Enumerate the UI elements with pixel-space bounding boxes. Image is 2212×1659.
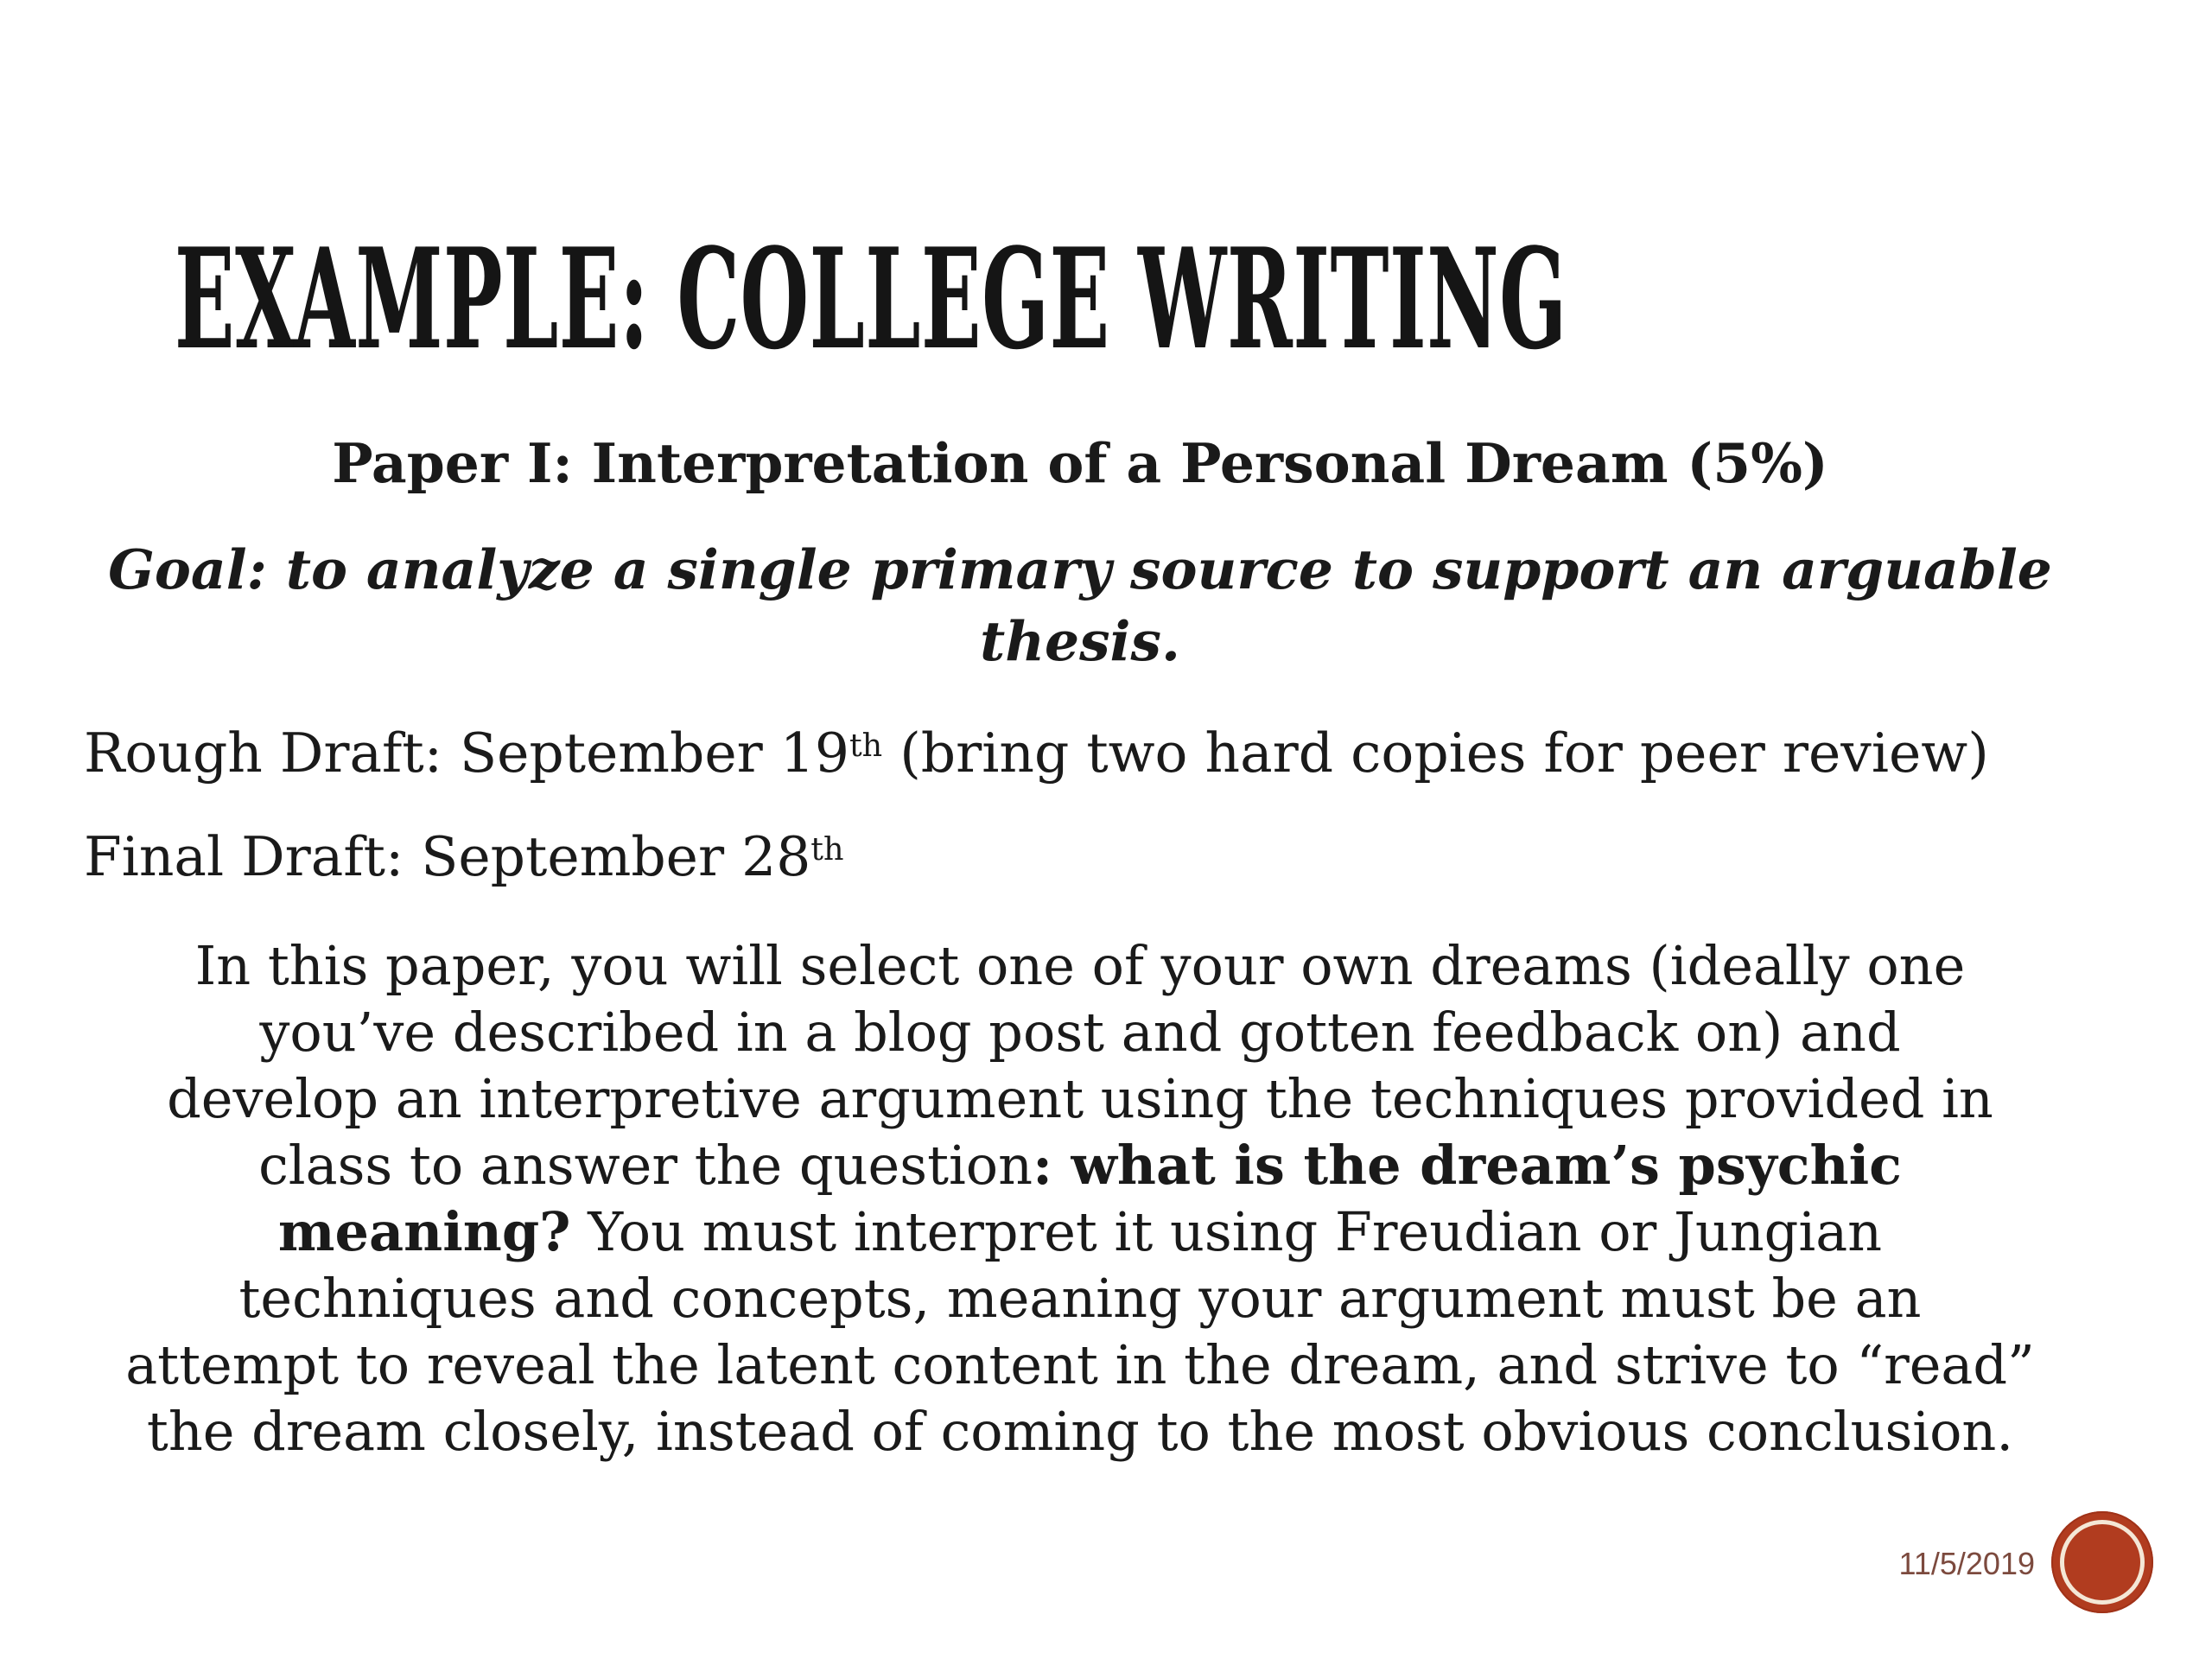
grunge-circle-stamp-icon xyxy=(2051,1511,2153,1613)
final-draft-line xyxy=(84,823,844,898)
paragraph-line: the dream closely, instead of coming to the most obvious conclusion. xyxy=(146,1400,2014,1463)
paragraph-line4-bold: : what is the dream’s psychic xyxy=(1033,1134,1902,1197)
rough-draft-ordinal: th xyxy=(849,727,883,765)
paragraph-line xyxy=(78,1198,2082,1265)
paragraph-line5-regular: You must interpret it using Freudian or Jungian xyxy=(570,1200,1883,1263)
goal-line-2: thesis. xyxy=(980,609,1180,673)
rough-draft-line xyxy=(84,720,1989,794)
slide-title: EXAMPLE: COLLEGE WRITING xyxy=(175,218,1567,380)
slide-date: 11/5/2019 xyxy=(1898,1546,2035,1581)
paragraph-line: techniques and concepts, meaning your argument must be an xyxy=(238,1267,1922,1330)
final-draft-ordinal: th xyxy=(810,830,844,868)
rough-draft-text: Rough Draft: September 19 xyxy=(84,721,849,785)
rough-draft-note: (bring two hard copies for peer review) xyxy=(882,721,1989,785)
paragraph-line: In this paper, you will select one of your own dreams (ideally one xyxy=(194,934,1966,997)
paragraph-line: develop an interpretive argument using the techniques provided in xyxy=(167,1067,1993,1130)
paragraph-line5-bold: meaning? xyxy=(277,1200,571,1263)
final-draft-text: Final Draft: September 28 xyxy=(84,825,811,888)
paragraph-line: attempt to reveal the latent content in the dream, and strive to “read” xyxy=(125,1333,2035,1396)
paragraph-line: you’ve described in a blog post and gotten feedback on) and xyxy=(259,1001,1901,1064)
goal-line-1: Goal: to analyze a single primary source to support an arguable xyxy=(108,537,2052,601)
assignment-paragraph xyxy=(78,932,2082,1465)
paragraph-line4-regular: class to answer the question xyxy=(258,1134,1033,1197)
paper-heading: Paper I: Interpretation of a Personal Dream (5%) xyxy=(332,431,1828,495)
paragraph-line xyxy=(78,1132,2082,1198)
goal-statement xyxy=(78,534,2082,677)
